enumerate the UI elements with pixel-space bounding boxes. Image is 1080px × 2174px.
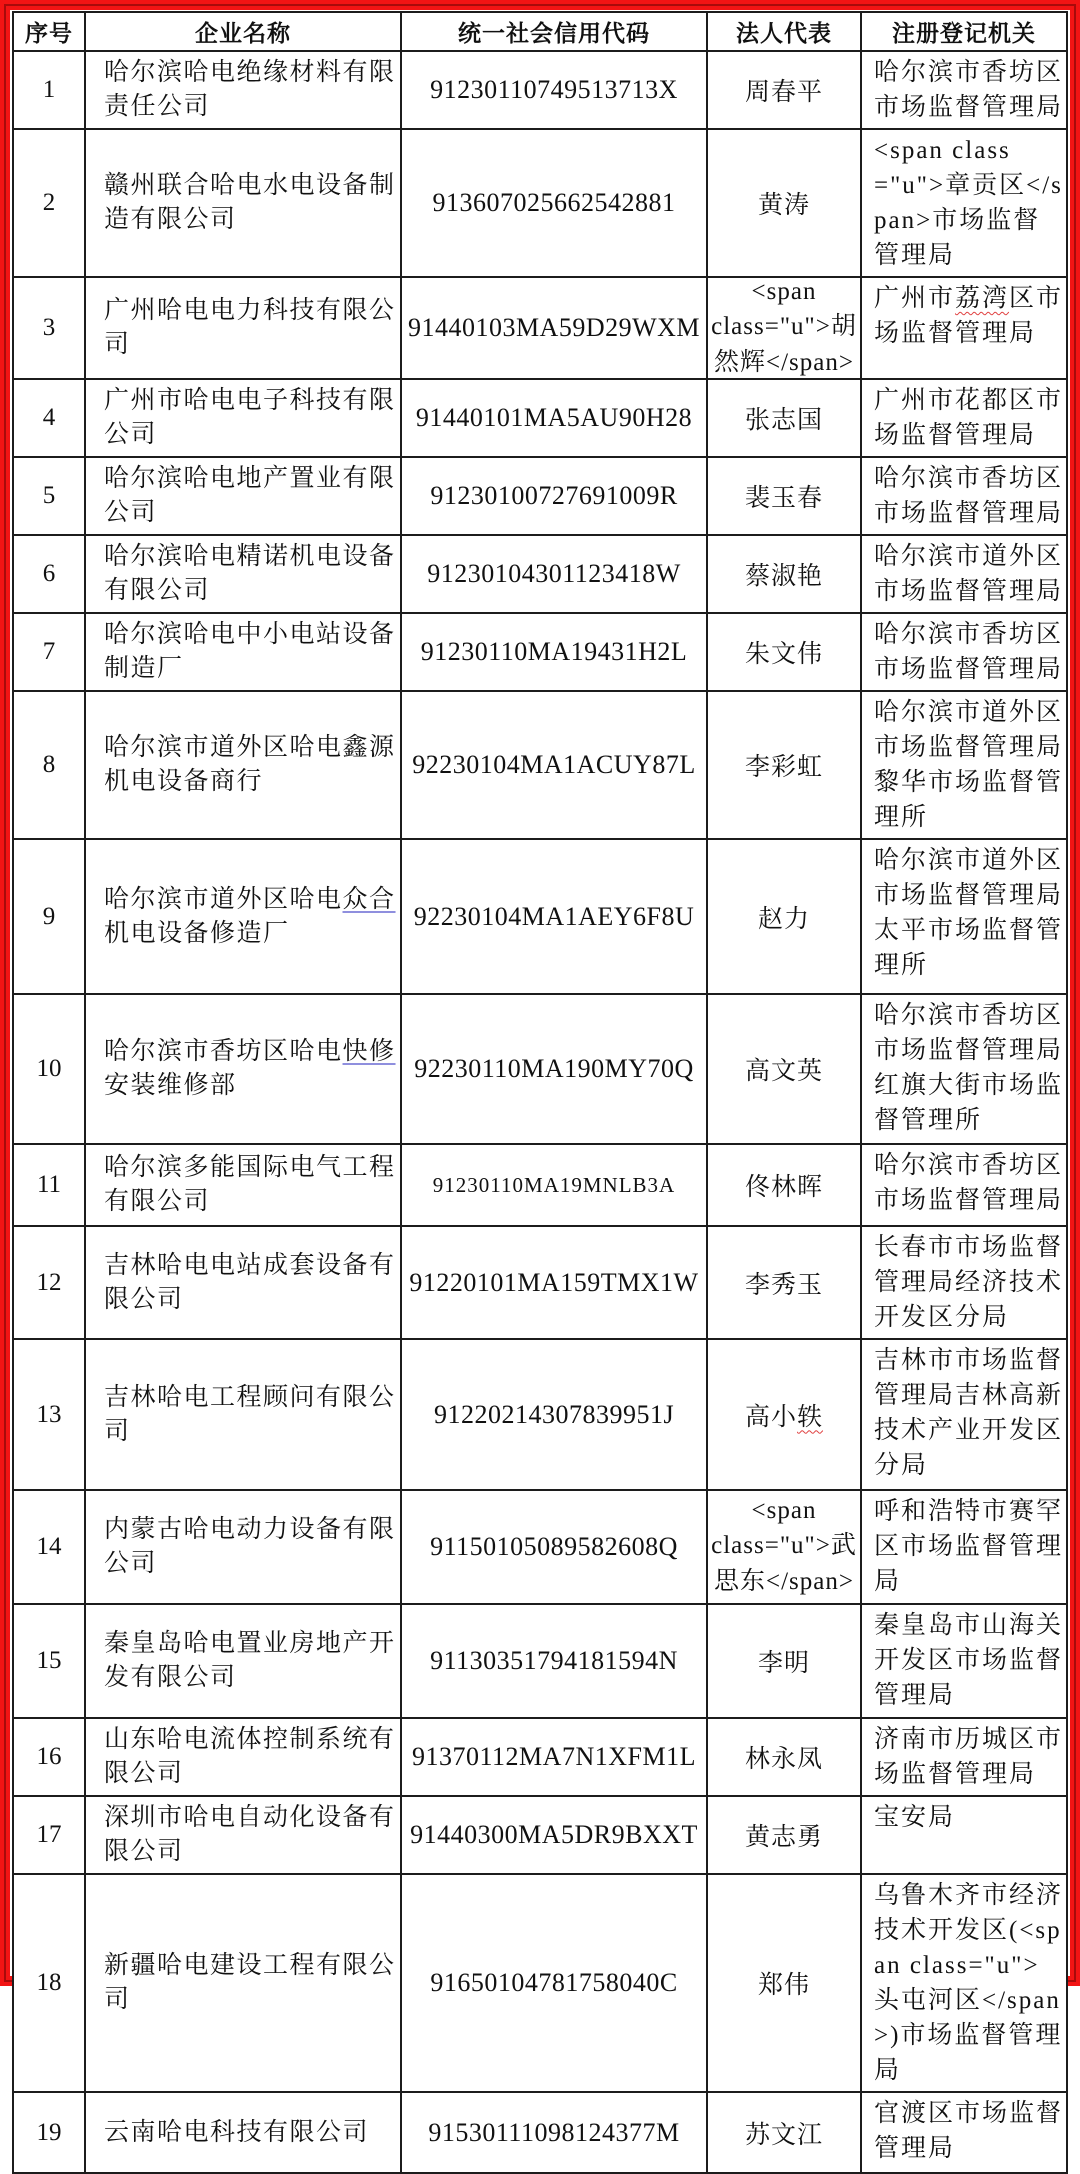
cell-credit-code: 91230110MA19MNLB3A [401,1144,707,1226]
cell-company-name: 新疆哈电建设工程有限公司 [85,1874,401,2092]
cell-registry-organ: 哈尔滨市道外区市场监督管理局黎华市场监督管理所 [861,691,1067,839]
cell-registry-organ: 哈尔滨市道外区市场监督管理局太平市场监督管理所 [861,839,1067,994]
cell-legal-rep: <span class="u">武思东</span> [707,1490,861,1604]
table-row [13,2092,1067,2173]
header-credit-code: 统一社会信用代码 [401,12,707,51]
table-row [13,277,1067,379]
cell-registry-organ: 哈尔滨市香坊区市场监督管理局 [861,457,1067,535]
cell-serial-number: 13 [13,1339,85,1490]
cell-credit-code: 92230110MA190MY70Q [401,994,707,1144]
cell-legal-rep: 蔡淑艳 [707,535,861,613]
cell-serial-number: 18 [13,1874,85,2092]
cell-serial-number: 19 [13,2092,85,2173]
table-row [13,1604,1067,1718]
cell-company-name: 吉林哈电工程顾问有限公司 [85,1339,401,1490]
cell-company-name: 哈尔滨哈电精诺机电设备有限公司 [85,535,401,613]
cell-registry-organ: 哈尔滨市香坊区市场监督管理局红旗大街市场监督管理所 [861,994,1067,1144]
cell-credit-code: 91440300MA5DR9BXXT [401,1796,707,1874]
cell-serial-number: 10 [13,994,85,1144]
cell-serial-number: 15 [13,1604,85,1718]
cell-legal-rep: 高文英 [707,994,861,1144]
cell-company-name: 秦皇岛哈电置业房地产开发有限公司 [85,1604,401,1718]
cell-registry-organ: 呼和浩特市赛罕区市场监督管理局 [861,1490,1067,1604]
cell-credit-code: 91220101MA159TMX1W [401,1226,707,1339]
cell-serial-number: 11 [13,1144,85,1226]
cell-serial-number: 14 [13,1490,85,1604]
table-row [13,535,1067,613]
cell-company-name: 哈尔滨市道外区哈电众合机电设备修造厂 [85,839,401,994]
cell-company-name: 广州哈电电力科技有限公司 [85,277,401,379]
cell-company-name: 哈尔滨市香坊区哈电快修安装维修部 [85,994,401,1144]
cell-company-name: 云南哈电科技有限公司 [85,2092,401,2173]
cell-legal-rep: 裴玉春 [707,457,861,535]
table-row [13,1874,1067,2092]
table-row [13,1144,1067,1226]
cell-registry-organ: 宝安局 [861,1796,1067,1874]
cell-registry-organ: 哈尔滨市香坊区市场监督管理局 [861,1144,1067,1226]
table-row [13,457,1067,535]
cell-registry-organ: 济南市历城区市场监督管理局 [861,1718,1067,1796]
cell-legal-rep: 高小轶 [707,1339,861,1490]
cell-registry-organ: 乌鲁木齐市经济技术开发区(<span class="u">头屯河区</span>)市场监督管理局 [861,1874,1067,2092]
table-row [13,1718,1067,1796]
table-row [13,839,1067,994]
header-legal-rep: 法人代表 [707,12,861,51]
cell-credit-code: 92230104MA1AEY6F8U [401,839,707,994]
table-row [13,691,1067,839]
header-registry-organ: 注册登记机关 [861,12,1067,51]
cell-credit-code: 91130351794181594N [401,1604,707,1718]
cell-legal-rep: 苏文江 [707,2092,861,2173]
cell-serial-number: 3 [13,277,85,379]
cell-registry-organ: 哈尔滨市香坊区市场监督管理局 [861,613,1067,691]
cell-credit-code: 91220214307839951J [401,1339,707,1490]
cell-legal-rep: 黄志勇 [707,1796,861,1874]
red-frame-middle [4,4,1076,2162]
cell-registry-organ: 广州市荔湾区市场监督管理局 [861,277,1067,379]
cell-company-name: 吉林哈电电站成套设备有限公司 [85,1226,401,1339]
cell-credit-code: 91440103MA59D29WXM [401,277,707,379]
cell-serial-number: 16 [13,1718,85,1796]
cell-legal-rep: 张志国 [707,379,861,457]
cell-legal-rep: 赵力 [707,839,861,994]
cell-credit-code: 91440101MA5AU90H28 [401,379,707,457]
cell-registry-organ: 秦皇岛市山海关开发区市场监督管理局 [861,1604,1067,1718]
table-row [13,129,1067,277]
cell-serial-number: 9 [13,839,85,994]
cell-serial-number: 12 [13,1226,85,1339]
cell-legal-rep: 李彩虹 [707,691,861,839]
table-row [13,51,1067,129]
cell-credit-code: 91370112MA7N1XFM1L [401,1718,707,1796]
table-row [13,379,1067,457]
table-body [13,51,1067,2173]
cell-credit-code: 91230110MA19431H2L [401,613,707,691]
cell-credit-code: 91650104781758040C [401,1874,707,2092]
cell-credit-code: 91230104301123418W [401,535,707,613]
table-row [13,613,1067,691]
cell-credit-code: 91230100727691009R [401,457,707,535]
cell-serial-number: 6 [13,535,85,613]
cell-registry-organ: 吉林市市场监督管理局吉林高新技术产业开发区分局 [861,1339,1067,1490]
cell-registry-organ: 官渡区市场监督管理局 [861,2092,1067,2173]
cell-legal-rep: 林永凤 [707,1718,861,1796]
cell-credit-code: 91150105089582608Q [401,1490,707,1604]
document-page [6,6,1074,2162]
cell-legal-rep: 郑伟 [707,1874,861,2092]
cell-credit-code: 92230104MA1ACUY87L [401,691,707,839]
cell-legal-rep: 李秀玉 [707,1226,861,1339]
header-serial-number: 序号 [13,12,85,51]
cell-legal-rep: 李明 [707,1604,861,1718]
cell-registry-organ: 哈尔滨市香坊区市场监督管理局 [861,51,1067,129]
cell-serial-number: 4 [13,379,85,457]
table-row [13,1796,1067,1874]
cell-serial-number: 7 [13,613,85,691]
cell-legal-rep: 黄涛 [707,129,861,277]
table-header-row [13,12,1067,51]
cell-legal-rep: <span class="u">胡然辉</span> [707,277,861,379]
cell-serial-number: 5 [13,457,85,535]
cell-registry-organ: 长春市市场监督管理局经济技术开发区分局 [861,1226,1067,1339]
table-row [13,1339,1067,1490]
cell-company-name: 赣州联合哈电水电设备制造有限公司 [85,129,401,277]
header-company-name: 企业名称 [85,12,401,51]
cell-serial-number: 1 [13,51,85,129]
cell-serial-number: 2 [13,129,85,277]
cell-credit-code: 91530111098124377M [401,2092,707,2173]
cell-serial-number: 8 [13,691,85,839]
cell-company-name: 哈尔滨哈电绝缘材料有限责任公司 [85,51,401,129]
cell-registry-organ: <span class="u">章贡区</span>市场监督管理局 [861,129,1067,277]
cell-serial-number: 17 [13,1796,85,1874]
cell-legal-rep: 周春平 [707,51,861,129]
cell-company-name: 内蒙古哈电动力设备有限公司 [85,1490,401,1604]
company-registry-table [12,11,1068,2174]
cell-company-name: 哈尔滨多能国际电气工程有限公司 [85,1144,401,1226]
cell-registry-organ: 哈尔滨市道外区市场监督管理局 [861,535,1067,613]
table-row [13,994,1067,1144]
table-row [13,1490,1067,1604]
cell-legal-rep: 佟林晖 [707,1144,861,1226]
table-row [13,1226,1067,1339]
cell-company-name: 广州市哈电电子科技有限公司 [85,379,401,457]
cell-credit-code: 91230110749513713X [401,51,707,129]
cell-company-name: 哈尔滨市道外区哈电鑫源机电设备商行 [85,691,401,839]
cell-company-name: 哈尔滨哈电中小电站设备制造厂 [85,613,401,691]
cell-company-name: 山东哈电流体控制系统有限公司 [85,1718,401,1796]
cell-company-name: 哈尔滨哈电地产置业有限公司 [85,457,401,535]
cell-legal-rep: 朱文伟 [707,613,861,691]
cell-credit-code: 913607025662542881 [401,129,707,277]
cell-company-name: 深圳市哈电自动化设备有限公司 [85,1796,401,1874]
cell-registry-organ: 广州市花都区市场监督管理局 [861,379,1067,457]
